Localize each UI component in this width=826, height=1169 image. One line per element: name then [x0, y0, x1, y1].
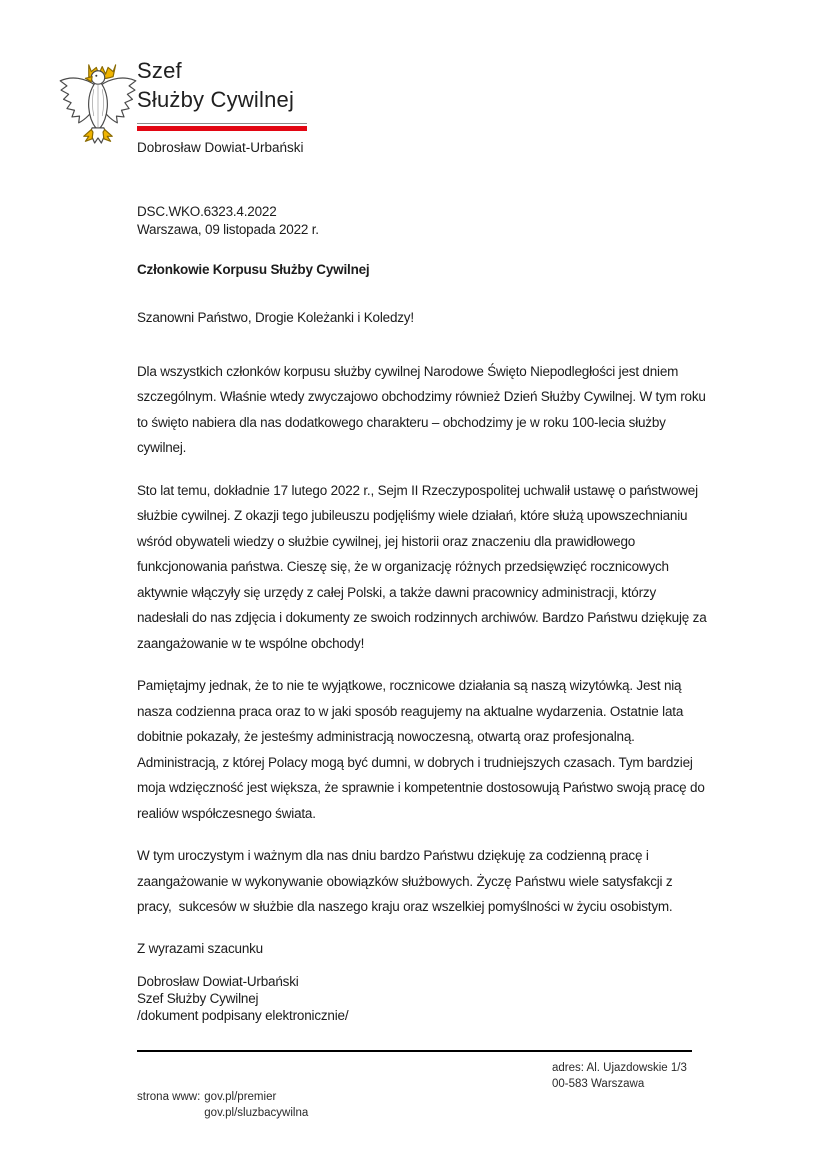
signatory-name: Dobrosław Dowiat-Urbański: [137, 140, 304, 155]
paragraph-1: Dla wszystkich członków korpusu służby cywilnej Narodowe Święto Niepodległości jest dniem szczególnym. Właśnie wtedy zwyczajowo obchodzimy również Dzień Służby Cywilnej. W tym roku to święto nabiera dla nas dodatkowego charakteru – obchodzimy je w roku 100-lecia służby cywilnej.: [137, 363, 710, 455]
footer-www-links: [204, 1089, 308, 1121]
place-and-date: Warszawa, 09 listopada 2022 r.: [137, 222, 319, 237]
paragraph-2: Sto lat temu, dokładnie 17 lutego 2022 r., Sejm II Rzeczypospolitej uchwalił ustawę o państwowej służbie cywilnej. Z okazji tego jubileuszu podjęliśmy wiele działań, które służą upowszechnianiu wśród obywateli wiedzy o służbie cywilnej, jej historii oraz znaczeniu dla prawidłowego funkcjonowania państwa. Cieszę się, że w organizację różnych przedsięwzięć rocznicowych aktywnie włączyły się urzędy z całej Polski, a także dawni pracownicy administracji, którzy nadesłali do nas zdjęcia i dokumenty ze swoich rodzinnych archiwów. Bardzo Państwu dziękuję za zaangażowanie w te wspólne obchody!: [137, 482, 711, 651]
footer-www-link1: gov.pl/premier: [204, 1091, 277, 1103]
letter-body: [137, 203, 709, 1024]
salutation: Szanowni Państwo, Drogie Koleżanki i Koledzy!: [137, 310, 414, 325]
closing-phrase: Z wyrazami szacunku: [137, 940, 263, 956]
paragraph-3: Pamiętajmy jednak, że to nie te wyjątkowe, rocznicowe działania są naszą wizytówką. Jest nią nasza codzienna praca oraz to w jaki sposób reagujemy na aktualne wydarzenia. Ostatnie lata dobitnie pokazały, że jesteśmy administracją nowoczesną, otwartą oraz profesjonalną. Administracją, z której Polacy mogą być dumni, w dobrych i trudniejszych czasach. Tym bardziej moja wdzięczność jest większa, że sprawnie i kompetentnie dostosowują Państwo swoją pracę do realiów współczesnego świata.: [137, 678, 709, 821]
divider-red-bar: [137, 126, 307, 131]
header-org-block: [137, 56, 307, 155]
footer-address-line2: 00-583 Warszawa: [552, 1078, 645, 1090]
addressee-heading: Członkowie Korpusu Służby Cywilnej: [137, 262, 370, 277]
header-divider: [137, 123, 307, 131]
reference-number: DSC.WKO.6323.4.2022: [137, 204, 277, 219]
divider-hairline: [137, 123, 307, 124]
footer-www-link2: gov.pl/sluzbacywilna: [204, 1107, 309, 1119]
footer-www: [137, 1089, 308, 1121]
footer-address-line1: adres: Al. Ujazdowskie 1/3: [552, 1062, 687, 1074]
signature-title: Szef Służby Cywilnej: [137, 991, 259, 1006]
org-title-line2: Służby Cywilnej: [137, 87, 295, 112]
signature-block: [137, 973, 709, 1024]
org-title: [137, 56, 307, 114]
paragraph-4: W tym uroczystym i ważnym dla nas dniu bardzo Państwu dziękuję za codzienną pracę i zaangażowanie w wykonywanie obowiązków służbowych. Życzę Państwu wiele satysfakcji z pracy, sukcesów w służbie dla naszego kraju oraz wszelkiej pomyślności w życiu osobistym.: [137, 848, 677, 914]
signature-name: Dobrosław Dowiat-Urbański: [137, 974, 299, 989]
polish-eagle-icon: [56, 55, 140, 147]
signature-electronic-note: /dokument podpisany elektronicznie/: [137, 1008, 349, 1023]
footer-www-label: strona www:: [137, 1091, 201, 1103]
org-title-line1: Szef: [137, 58, 182, 83]
footer-address: [552, 1060, 687, 1092]
footer-divider: [137, 1050, 692, 1052]
